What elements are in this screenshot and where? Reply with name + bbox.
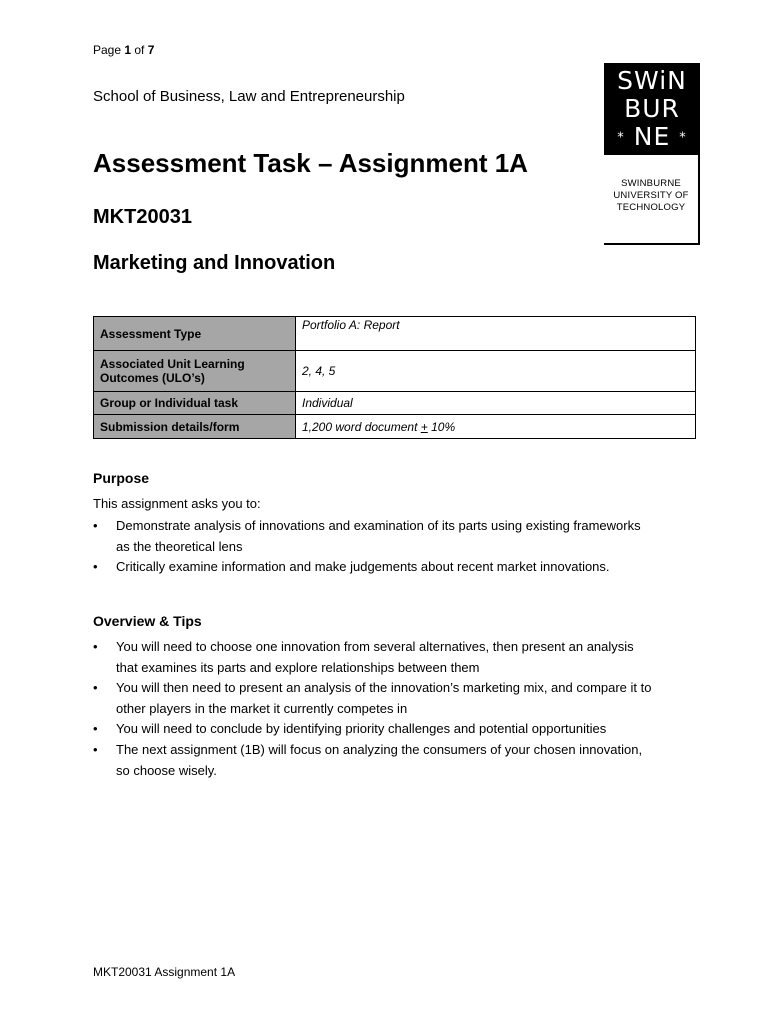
school-name: School of Business, Law and Entrepreneurship: [93, 88, 405, 105]
table-row: [94, 317, 696, 351]
page-number: Page 1 of 7: [93, 43, 155, 57]
table-row: [94, 351, 696, 392]
logo-line-1: SWiN: [617, 66, 687, 95]
table-label: Associated Unit Learning Outcomes (ULO’s): [94, 351, 296, 392]
table-value: Individual: [296, 392, 696, 415]
table-value: 2, 4, 5: [296, 351, 696, 392]
table-label: Group or Individual task: [94, 392, 296, 415]
table-value: 1,200 word document + 10%: [296, 415, 696, 439]
table-label: Assessment Type: [94, 317, 296, 351]
plus-minus-symbol: +: [420, 419, 428, 434]
list-item: • You will need to conclude by identifying priority challenges and potential opportunities: [93, 719, 653, 740]
swinburne-logo: [604, 63, 700, 245]
page-total: 7: [147, 43, 155, 57]
unit-code: MKT20031: [93, 206, 192, 228]
page-footer: MKT20031 Assignment 1A: [93, 965, 236, 979]
page-current: 1: [124, 43, 132, 57]
overview-heading: Overview & Tips: [93, 613, 202, 629]
logo-star-icon: *: [679, 130, 687, 146]
logo-university-box: [604, 155, 700, 245]
list-item: • Critically examine information and make judgements about recent market innovations.: [93, 557, 653, 578]
logo-star-icon: *: [617, 130, 625, 146]
table-row: [94, 392, 696, 415]
logo-university-name: SWINBURNE UNIVERSITY OF TECHNOLOGY: [613, 178, 689, 213]
table-row: [94, 415, 696, 439]
logo-line-3: * NE *: [617, 122, 687, 151]
list-item: • You will need to choose one innovation from several alternatives, then present an analysis that examines its parts and explore relationships between them: [93, 637, 653, 678]
logo-wordmark: [604, 63, 700, 155]
table-value: Portfolio A: Report: [296, 317, 696, 351]
table-label: Submission details/form: [94, 415, 296, 439]
list-item: • Demonstrate analysis of innovations and examination of its parts using existing frameworks as the theoretical lens: [93, 516, 653, 557]
unit-name: Marketing and Innovation: [93, 252, 336, 274]
logo-line-2: BUR: [624, 94, 680, 123]
purpose-list: [93, 516, 653, 578]
purpose-intro: This assignment asks you to:: [93, 496, 261, 511]
purpose-heading: Purpose: [93, 470, 150, 486]
page-title: Assessment Task – Assignment 1A: [93, 148, 528, 178]
assessment-info-table: [93, 316, 696, 439]
list-item: • The next assignment (1B) will focus on analyzing the consumers of your chosen innovation, so choose wisely.: [93, 740, 653, 781]
list-item: • You will then need to present an analysis of the innovation’s marketing mix, and compare it to other players in the market it currently competes in: [93, 678, 653, 719]
overview-list: [93, 637, 653, 781]
